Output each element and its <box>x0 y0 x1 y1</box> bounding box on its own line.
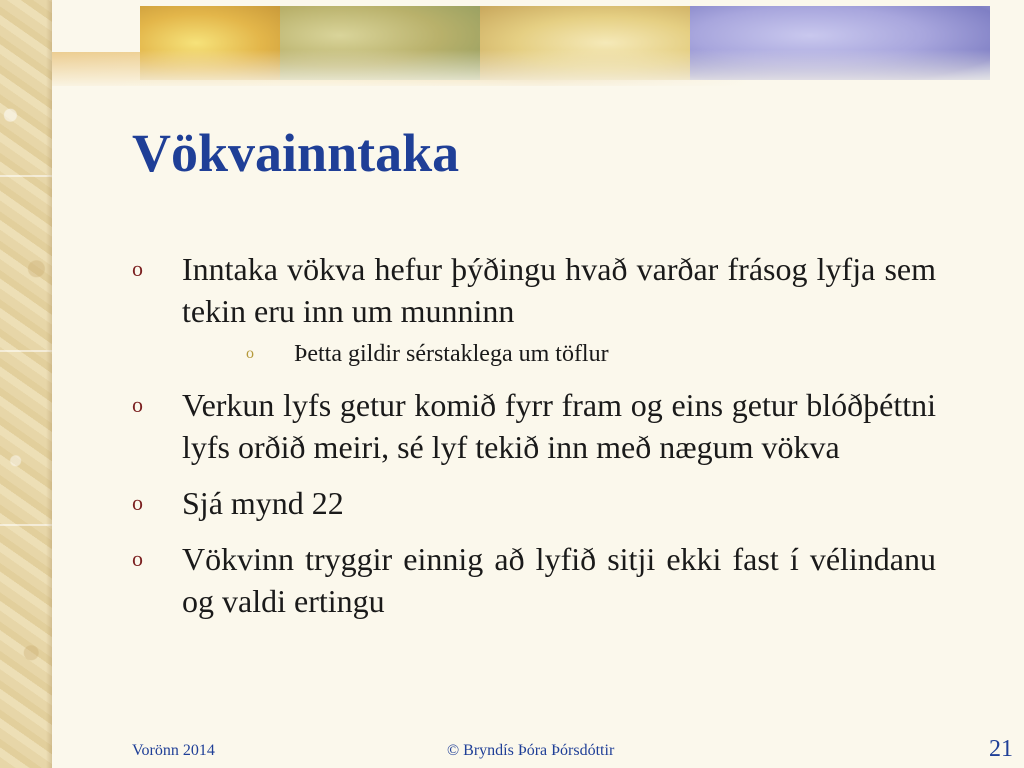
sub-bullet-text: Þetta gildir sérstaklega um töflur <box>294 341 609 367</box>
sub-bullet-item <box>230 338 936 370</box>
bullet-item <box>132 248 936 370</box>
top-decorative-banner <box>52 0 1024 90</box>
strip-divider <box>0 350 52 352</box>
footer-term: Vorönn 2014 <box>132 742 215 759</box>
strip-divider <box>0 175 52 177</box>
strip-divider <box>0 524 52 526</box>
slide-number: 21 <box>989 736 1013 762</box>
hollow-circle-icon: o <box>132 490 143 515</box>
bullet-text: Inntaka vökva hefur þýðingu hvað varðar frásog lyfja sem tekin eru inn um munninn <box>182 251 936 329</box>
bullet-list <box>132 248 936 636</box>
bullet-text: Verkun lyfs getur komið fyrr fram og eins getur blóðþéttni lyfs orðið meiri, sé lyf tekið inn með nægum vökva <box>182 387 936 465</box>
footer-author: © Bryndís Þóra Þórsdóttir <box>447 742 615 759</box>
banner-fade <box>52 0 1024 90</box>
bullet-item <box>132 538 936 622</box>
bullet-text: Sjá mynd 22 <box>182 485 344 521</box>
hollow-circle-icon: o <box>132 256 143 281</box>
hollow-circle-icon: o <box>132 546 143 571</box>
bullet-text: Vökvinn tryggir einnig að lyfið sitji ekki fast í vélindanu og valdi ertingu <box>182 541 936 619</box>
bullet-item <box>132 482 936 524</box>
left-decorative-strip <box>0 0 52 768</box>
bullet-item <box>132 384 936 468</box>
hollow-circle-icon: o <box>132 392 143 417</box>
slide-title: Vökvainntaka <box>132 123 460 183</box>
hollow-circle-icon: o <box>246 345 254 362</box>
